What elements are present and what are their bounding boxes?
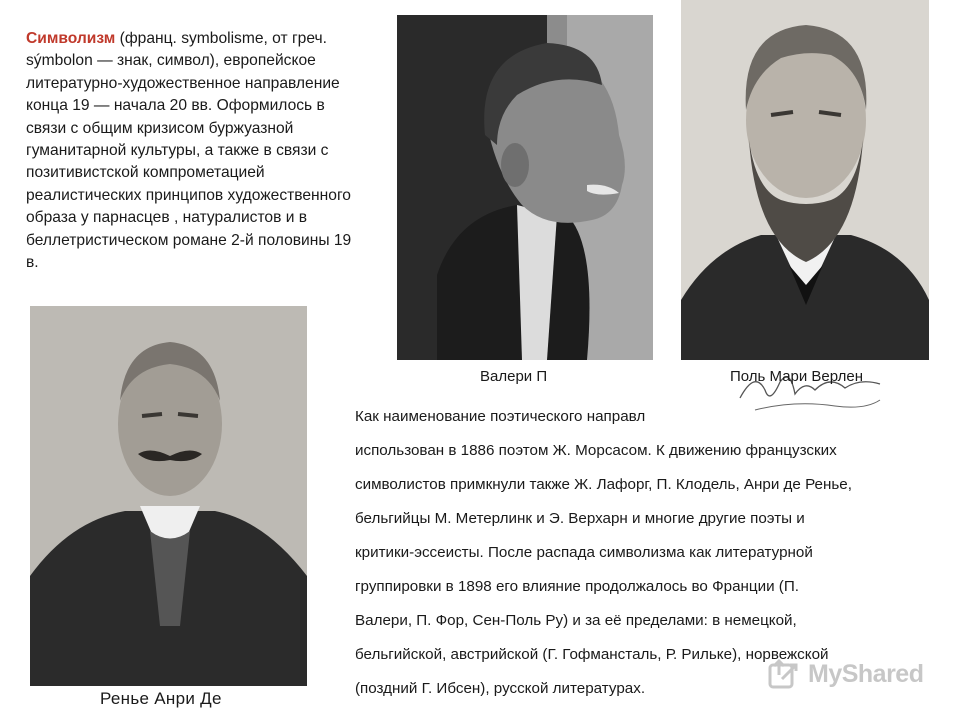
body-line: символистов примкнули также Ж. Лафорг, П. Клодель, Анри де Ренье,: [355, 476, 852, 493]
body-line: бельгийской, австрийской (Г. Гофмансталь, Р. Рильке), норвежской: [355, 646, 829, 663]
intro-definition: (франц. symbolisme, от греч. sýmbolon — знак, символ), европейское литературно-художественное направление конца 19 — начала 20 вв. Оформилось в связи с общим кризисом буржуазной гуманитарной культуры, а также в связи с позитивистской компрометацией реалистических принципов художественного образа у парнасцев , натуралистов и в беллетристическом романе 2-й половины 19 в.: [26, 30, 352, 272]
caption-valery: Валери П: [480, 368, 548, 385]
body-line: (поздний Г. Ибсен), русской литературах.: [355, 680, 646, 697]
body-line: Валери, П. Фор, Сен-Поль Ру) и за её пределами: в немецкой,: [355, 612, 797, 629]
watermark-text: MyShared: [808, 659, 924, 688]
portrait-valery: [397, 15, 653, 360]
myshared-logo-icon: [768, 657, 802, 691]
body-line: критики-эссеисты. После распада символизма как литературной: [355, 544, 813, 561]
portrait-verlaine: [681, 0, 929, 360]
caption-verlaine: Поль Мари Верлен: [730, 368, 863, 385]
caption-regnier: Ренье Анри Де: [100, 689, 222, 708]
body-line: Как наименование поэтического направл: [355, 408, 646, 425]
body-line: бельгийцы М. Метерлинк и Э. Верхарн и многие другие поэты и: [355, 510, 805, 527]
intro-paragraph: [26, 28, 366, 274]
watermark: [768, 656, 923, 692]
term-symbolism: Символизм: [26, 30, 116, 47]
body-line: использован в 1886 поэтом Ж. Морсасом. К движению французских: [355, 442, 837, 459]
body-line: группировки в 1898 его влияние продолжалось во Франции (П.: [355, 578, 799, 595]
portrait-regnier: [30, 306, 307, 686]
